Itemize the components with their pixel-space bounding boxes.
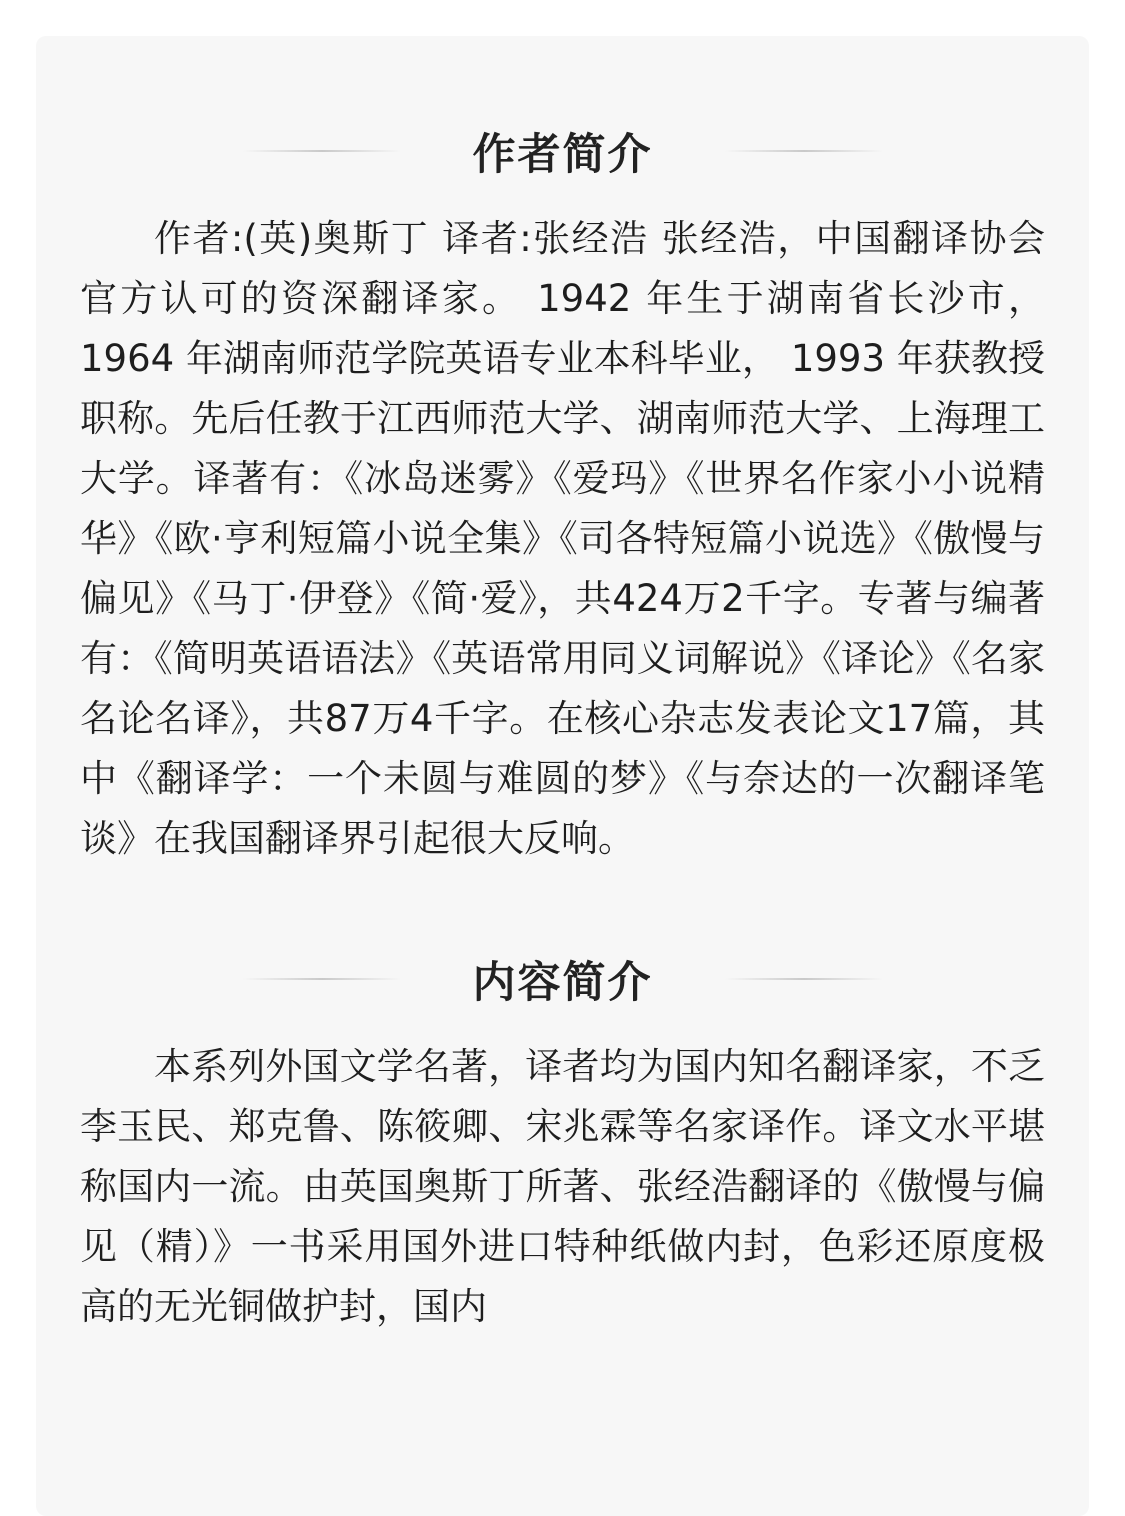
content-intro-text: 本系列外国文学名著，译者均为国内知名翻译家，不乏李玉民、郑克鲁、陈筱卿、宋兆霖等名家译作。译文水平堪称国内一流。由英国奥斯丁所著、张经浩翻译的《傲慢与偏见（精）》一书采用国外进口特种纸做内封，色彩还原度极高的无光铜做护封，国内 xyxy=(80,1045,1045,1328)
content-intro-heading xyxy=(80,949,1045,1009)
heading-divider-left xyxy=(243,150,401,152)
heading-divider-left xyxy=(243,978,401,980)
content-intro-title: 内容简介 xyxy=(472,957,653,1008)
heading-divider-right xyxy=(725,978,883,980)
author-intro-heading xyxy=(80,121,1045,181)
heading-divider-right xyxy=(725,150,883,152)
book-intro-card xyxy=(36,36,1089,1516)
author-intro-title: 作者简介 xyxy=(472,129,653,180)
author-intro-text: 作者:(英)奥斯丁 译者:张经浩 张经浩，中国翻译协会官方认可的资深翻译家。 1942 年生于湖南省长沙市， 1964 年湖南师范学院英语专业本科毕业， 1993 年获教授职称。先后任教于江西师范大学、湖南师范大学、上海理工大学。译著有：《冰岛迷雾》《爱玛》《世界名作家小小说精华》《欧·亨利短篇小说全集》《司各特短篇小说选》《傲慢与偏见》《马丁·伊登》《简·爱》，共424万2千字。专著与编著有：《简明英语语法》《英语常用同义词解说》《译论》《名家名论名译》，共87万4千字。在核心杂志发表论文17篇，其中《翻译学：一个未圆与难圆的梦》《与奈达的一次翻译笔谈》在我国翻译界引起很大反响。 xyxy=(80,217,1045,860)
